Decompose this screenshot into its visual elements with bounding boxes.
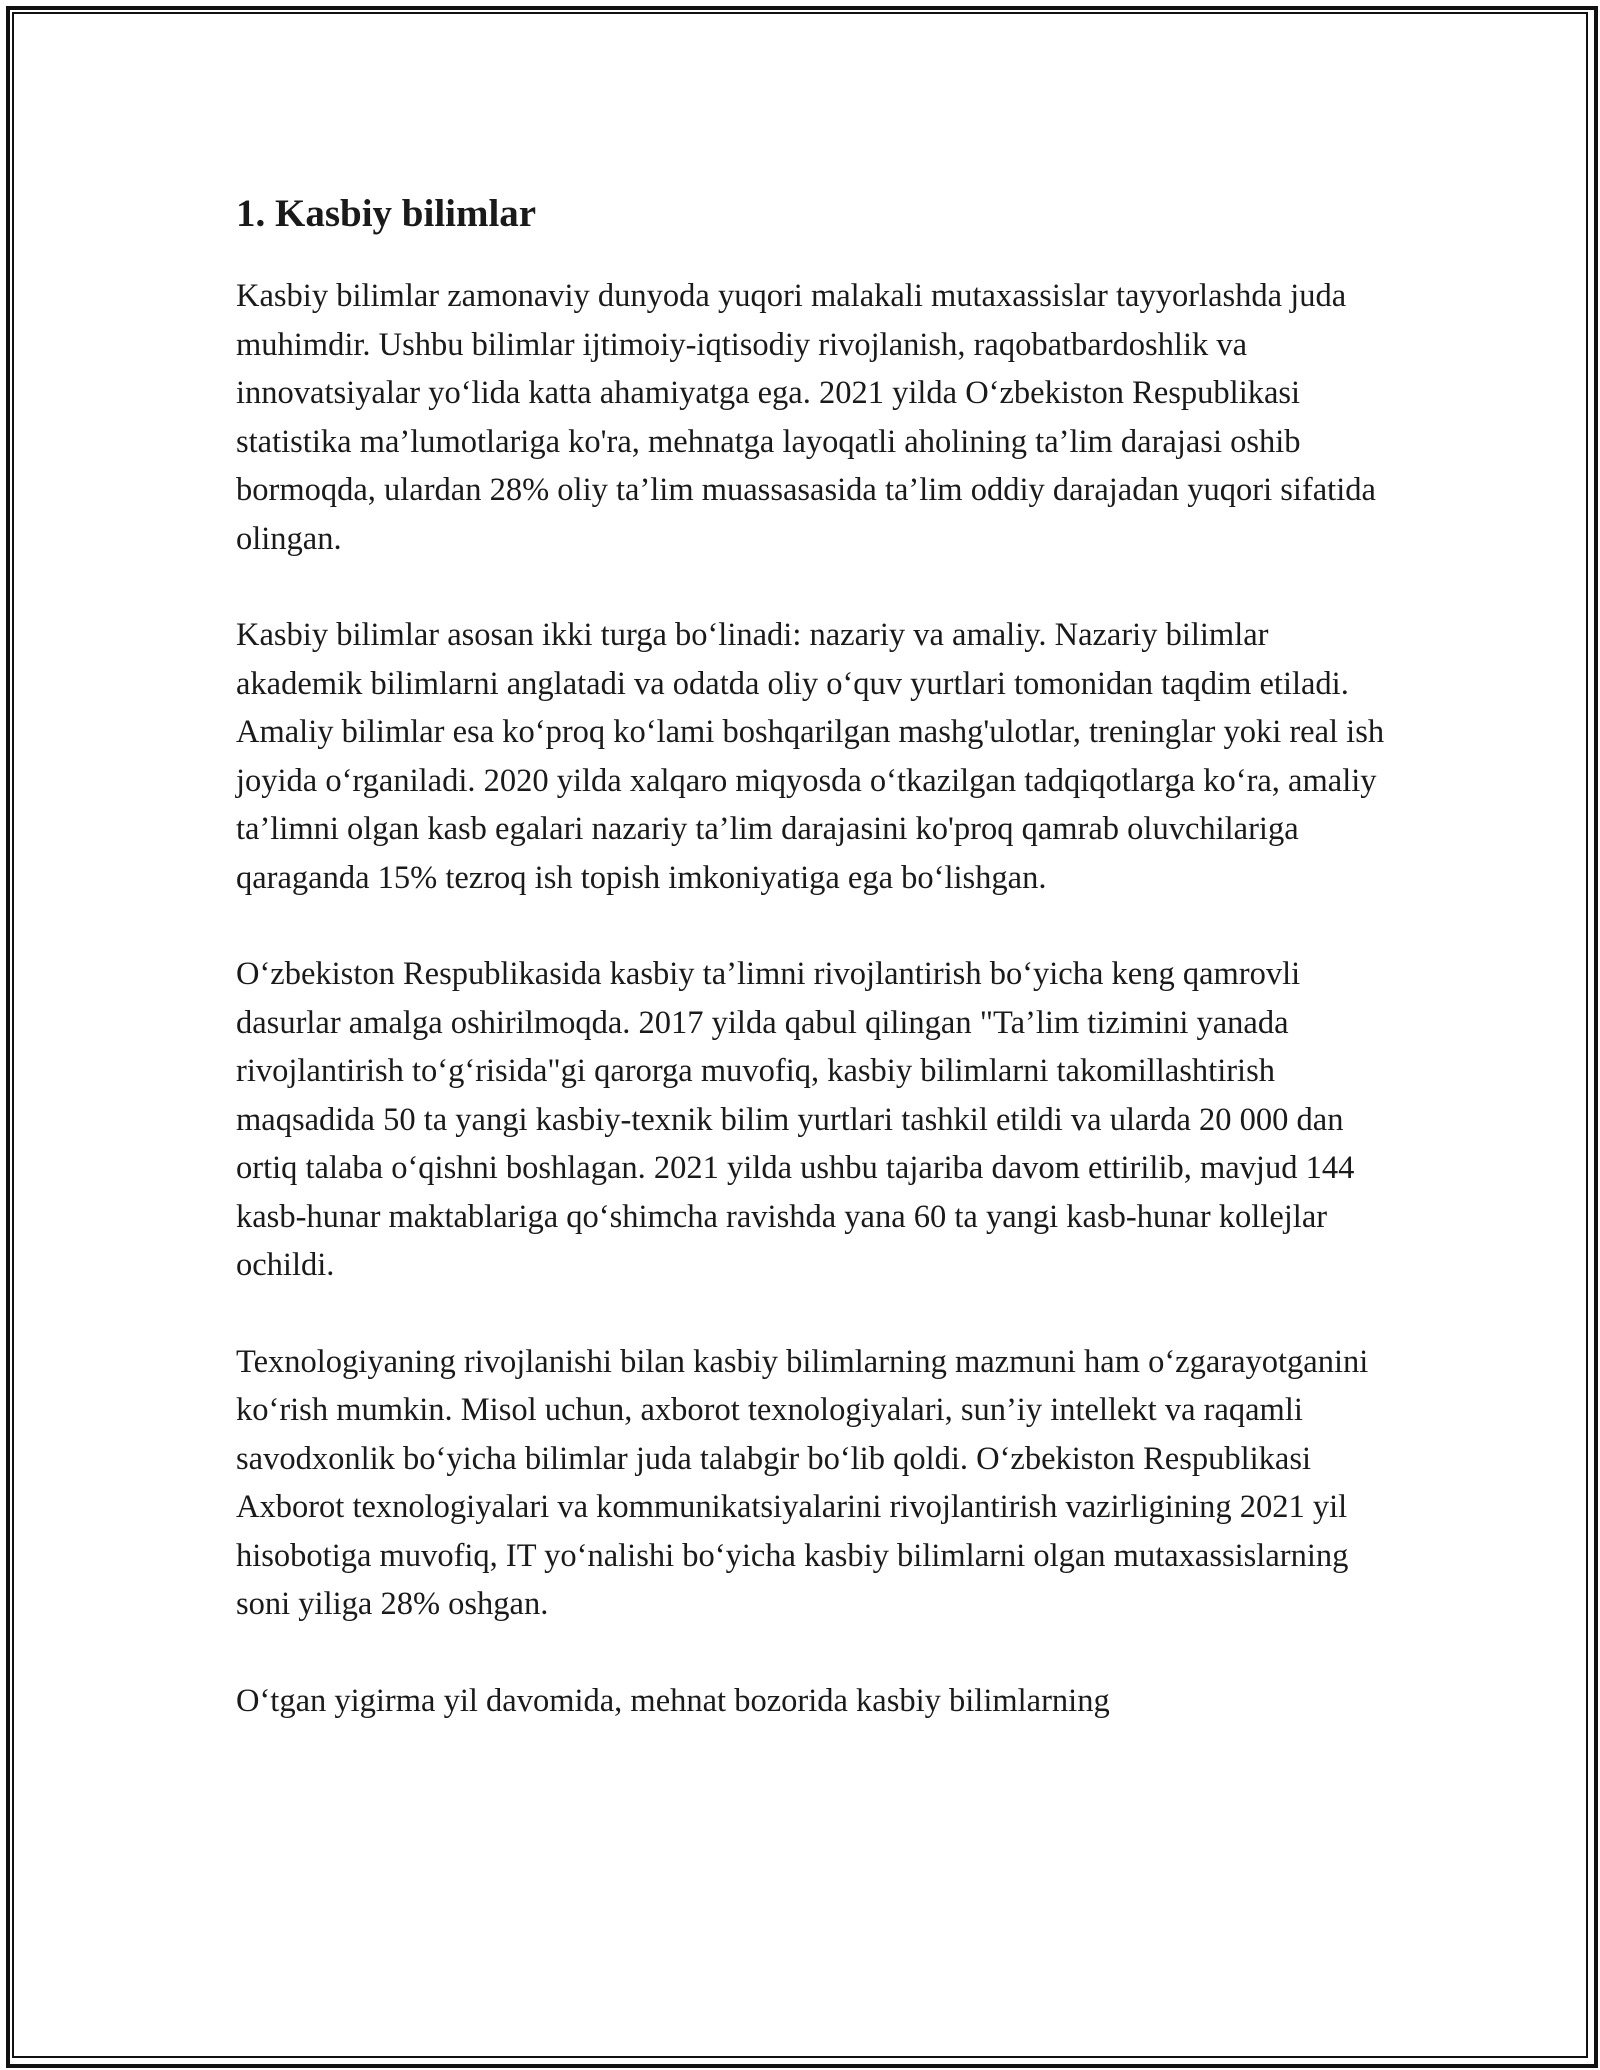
paragraph-3: O‘zbekiston Respublikasida kasbiy ta’limni rivojlantirish bo‘yicha keng qamrovli dasurlar amalga oshirilmoqda. 2017 yilda qabul qilingan "Ta’lim tizimini yanada rivojlantirish to‘g‘risida"gi qarorga muvofiq, kasbiy bilimlarni takomillashtirish maqsadida 50 ta yangi kasbiy-texnik bilim yurtlari tashkil etildi va ularda 20 000 dan ortiq talaba o‘qishni boshlagan. 2021 yilda ushbu tajariba davom ettirilib, mavjud 144 kasb-hunar maktablariga qo‘shimcha ravishda yana 60 ta yangi kasb-hunar kollejlar ochildi. — [236, 956, 1355, 1283]
paragraph-2: Kasbiy bilimlar asosan ikki turga bo‘linadi: nazariy va amaliy. Nazariy bilimlar akademik bilimlarni anglatadi va odatda oliy o‘quv yurtlari tomonidan taqdim etiladi. Amaliy bilimlar esa ko‘proq ko‘lami boshqarilgan mashg'ulotlar, treninglar yoki real ish joyida o‘rganiladi. 2020 yilda xalqaro miqyosda o‘tkazilgan tadqiqotlarga ko‘ra, amaliy ta’limni olgan kasb egalari nazariy ta’lim darajasini ko'proq qamrab oluvchilariga qaraganda 15% tezroq ish topish imkoniyatiga ega bo‘lishgan. — [236, 617, 1385, 896]
paragraph-1: Kasbiy bilimlar zamonaviy dunyoda yuqori malakali mutaxassislar tayyorlashda juda muhimdir. Ushbu bilimlar ijtimoiy-iqtisodiy rivojlanish, raqobatbardoshlik va innovatsiyalar yo‘lida katta ahamiyatga ega. 2021 yilda O‘zbekiston Respublikasi statistika ma’lumotlariga ko'ra, mehnatga layoqatli aholining ta’lim darajasi oshib bormoqda, ulardan 28% oliy ta’lim muassasasida ta’lim oddiy darajadan yuqori sifatida olingan. — [236, 278, 1376, 557]
paragraph-4: Texnologiyaning rivojlanishi bilan kasbiy bilimlarning mazmuni ham o‘zgarayotganini ko‘rish mumkin. Misol uchun, axborot texnologiyalari, sun’iy intellekt va raqamli savodxonlik bo‘yicha bilimlar juda talabgir bo‘lib qoldi. O‘zbekiston Respublikasi Axborot texnologiyalari va kommunikatsiyalarini rivojlantirish vazirligining 2021 yil hisobotiga muvofiq, IT yo‘nalishi bo‘yicha kasbiy bilimlarni olgan mutaxassislarning soni yiliga 28% oshgan. — [236, 1343, 1369, 1622]
section-heading: 1. Kasbiy bilimlar — [236, 192, 537, 235]
paragraph-5: O‘tgan yigirma yil davomida, mehnat bozorida kasbiy bilimlarning — [236, 1682, 1110, 1719]
document-body — [236, 186, 1396, 1773]
